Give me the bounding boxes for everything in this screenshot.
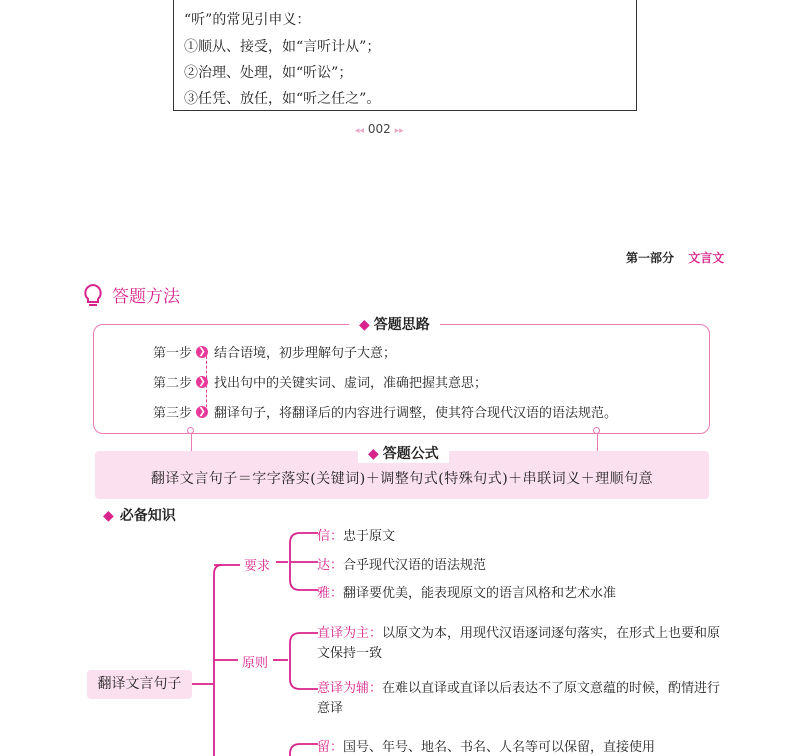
thought-label: ◆ 答题思路 bbox=[349, 314, 440, 334]
part-label: 第一部分 bbox=[626, 251, 675, 265]
arrow-bullet-icon: ❯ bbox=[196, 406, 208, 418]
branch-principle: 原则 bbox=[242, 656, 269, 671]
branch-requirement: 要求 bbox=[244, 559, 271, 574]
page-number: ◂◂ 002 ▸▸ bbox=[355, 122, 404, 136]
leaf-item: 雅：翻译要优美，能表现原文的语言风格和艺术水准 bbox=[317, 586, 617, 601]
leaf-item: 达：合乎现代汉语的语法规范 bbox=[317, 558, 487, 573]
step-item: 第二步 ❯ 找出句中的关键实词、虚词，准确把握其意思； bbox=[153, 376, 488, 391]
leaf-item: 意译为辅：在难以直译或直译以后表达不了原文意蕴的时候，酌情进行意译 bbox=[317, 681, 721, 716]
knowledge-heading: ◆ 必备知识 bbox=[103, 508, 176, 524]
leaf-item: 留：国号、年号、地名、书名、人名等可以保留，直接使用 bbox=[317, 740, 656, 755]
arrow-bullet-icon: ❯ bbox=[196, 376, 208, 388]
arrow-bullet-icon: ❯ bbox=[196, 346, 208, 358]
diamond-icon: ◆ bbox=[359, 317, 370, 333]
definition-item: ②治理、处理，如“听讼”； bbox=[184, 65, 353, 81]
leaf-item: 信：忠于原文 bbox=[317, 529, 396, 544]
diamond-icon: ◆ bbox=[368, 446, 379, 462]
mindmap-root: 翻译文言句子 bbox=[87, 670, 192, 699]
left-arrows-icon: ◂◂ bbox=[355, 126, 365, 136]
step-item: 第一步 ❯ 结合语境，初步理解句子大意； bbox=[153, 346, 397, 361]
leaf-item: 直译为主：以原文为本，用现代汉语逐词逐句落实，在形式上也要和原文保持一致 bbox=[317, 626, 721, 661]
definition-heading: “听”的常见引申义： bbox=[184, 12, 311, 28]
step-item: 第三步 ❯ 翻译句子，将翻译后的内容进行调整，使其符合现代汉语的语法规范。 bbox=[153, 406, 618, 421]
method-title: 答题方法 bbox=[112, 287, 180, 307]
definition-item: ①顺从、接受，如“言听计从”； bbox=[184, 39, 381, 55]
diamond-icon: ◆ bbox=[103, 508, 114, 524]
section-name: 文言文 bbox=[688, 251, 725, 265]
formula-label: ◆ 答题公式 bbox=[358, 443, 449, 463]
definition-item: ③任凭、放任，如“听之任之”。 bbox=[184, 91, 381, 107]
formula-text: 翻译文言句子＝字字落实(关键词)＋调整句式(特殊句式)＋串联词义＋理顺句意 bbox=[150, 471, 654, 487]
right-arrows-icon: ▸▸ bbox=[394, 126, 404, 136]
